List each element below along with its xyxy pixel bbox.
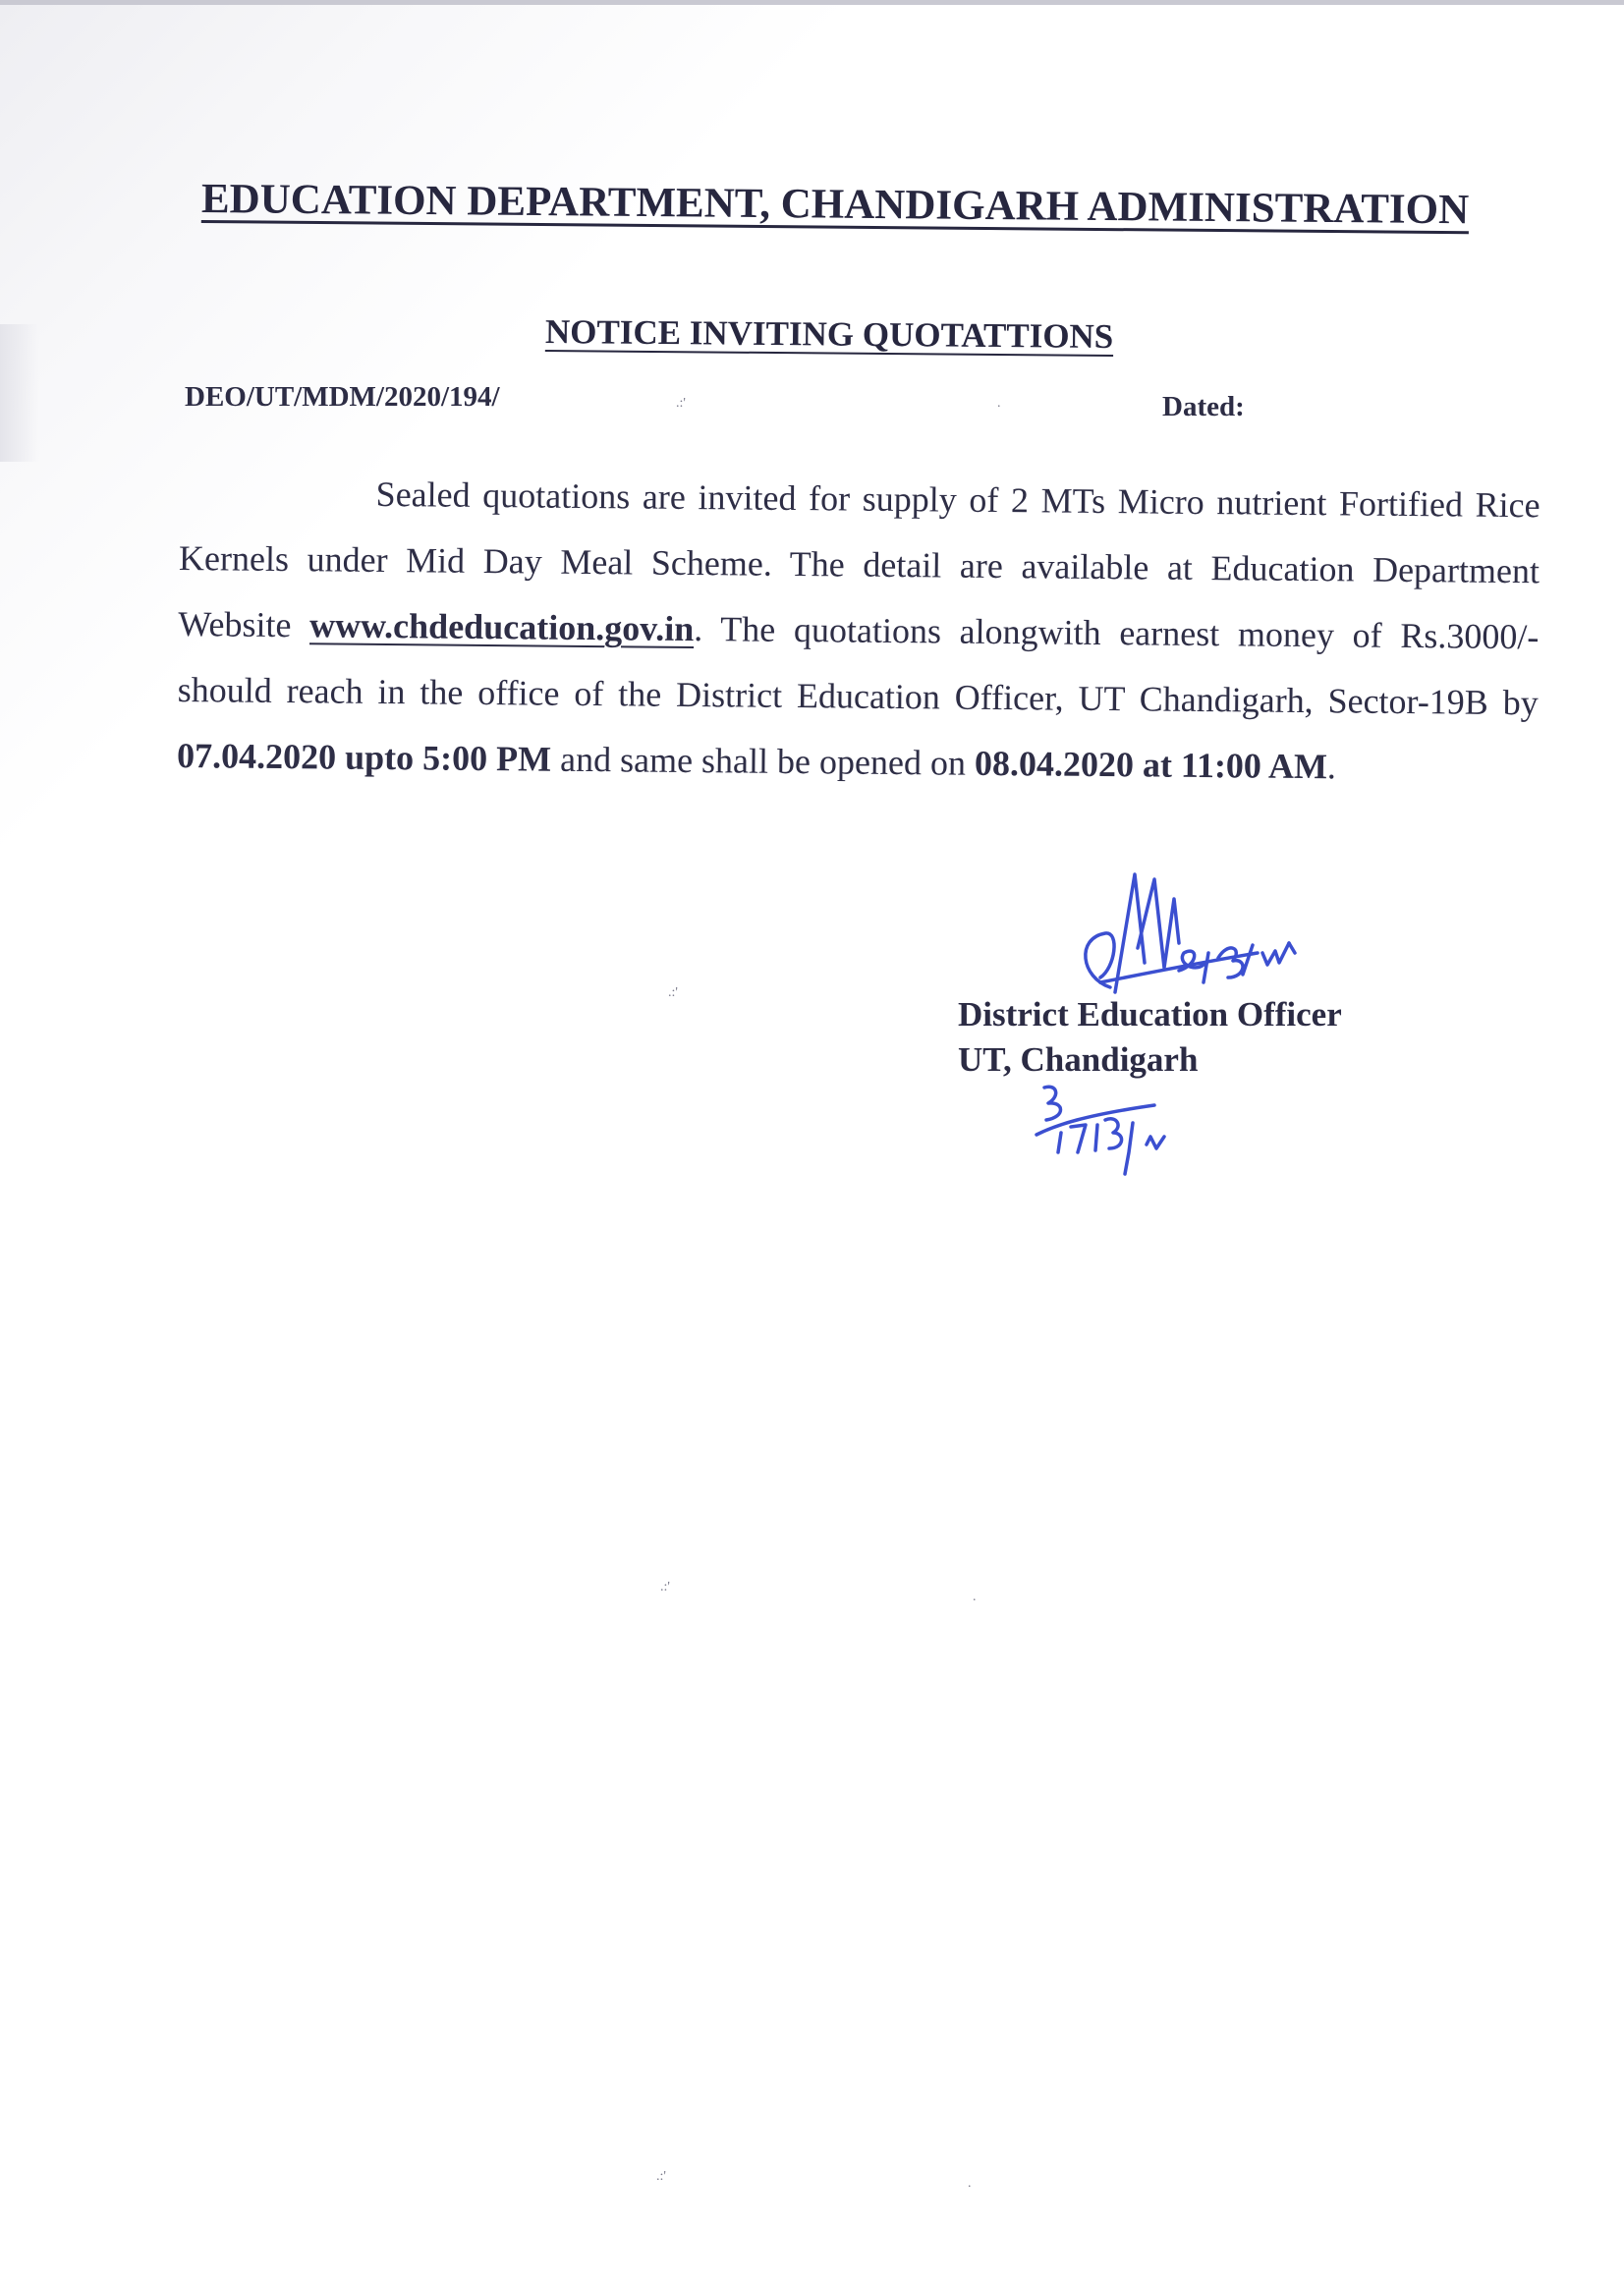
document-title: EDUCATION DEPARTMENT, CHANDIGARH ADMINISTRATION xyxy=(200,176,1470,234)
website-link[interactable]: www.chdeducation.gov.in xyxy=(308,605,695,649)
scan-speck: . xyxy=(968,2176,972,2191)
signatory-designation: District Education Officer xyxy=(958,995,1342,1033)
scan-speck: .:' xyxy=(660,1580,670,1594)
paper-fold-shadow xyxy=(0,324,39,462)
submission-deadline: 07.04.2020 upto 5:00 PM xyxy=(176,735,552,779)
scan-speck: . xyxy=(997,396,1001,411)
officer-signature xyxy=(1061,855,1356,1012)
initial-mark xyxy=(1027,1076,1223,1194)
body-text-part4: . xyxy=(1326,747,1337,787)
scan-top-edge xyxy=(0,0,1624,5)
body-text-part3: and same shall be opened on xyxy=(550,739,976,783)
dated-label: Dated: xyxy=(1162,391,1245,422)
signatory-location: UT, Chandigarh xyxy=(958,1040,1199,1079)
opening-datetime: 08.04.2020 at 11:00 AM xyxy=(974,743,1328,787)
signatory-block xyxy=(958,992,1342,1083)
notice-body xyxy=(177,460,1540,802)
body-text-part2: . The quotations alongwith earnest money of Rs.3000/- should reach in the office of the District Education Officer, UT Chandigarh, Sector-19B by xyxy=(177,609,1540,723)
scan-speck: .:' xyxy=(656,2169,666,2184)
reference-number: DEO/UT/MDM/2020/194/ xyxy=(185,381,500,413)
notice-heading: NOTICE INVITING QUOTATTIONS xyxy=(544,312,1114,357)
scan-speck: . xyxy=(973,1590,977,1604)
scan-speck: .:' xyxy=(676,396,686,411)
body-text-part1: Sealed quotations are invited for supply of 2 MTs Micro nutrient Fortified Rice Kernels under Mid Day Meal Scheme. The detail are available at Education Department Website xyxy=(178,474,1540,645)
scan-speck: .:' xyxy=(668,985,678,1000)
